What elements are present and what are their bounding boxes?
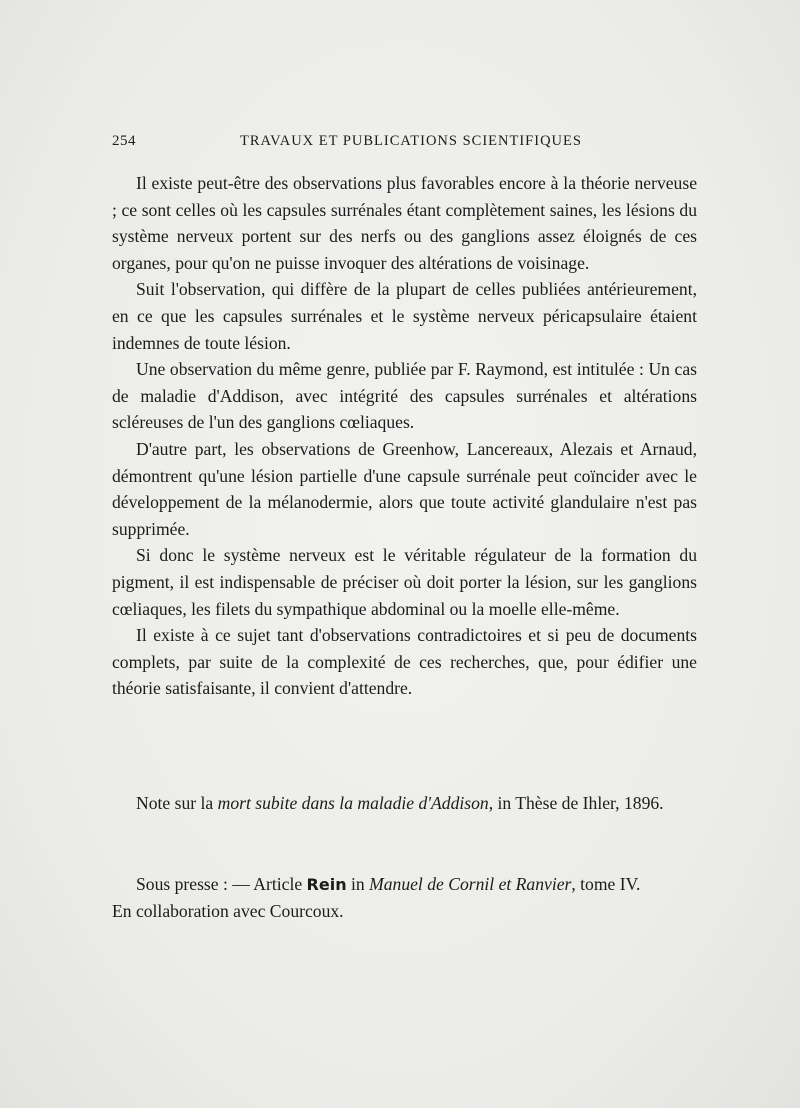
press-note — [112, 871, 697, 925]
page-header — [112, 133, 697, 155]
note-middle: in — [346, 874, 370, 894]
paragraph: Une observation du même genre, publiée par F. Raymond, est intitulée : Un cas de maladie d'Addison, avec intégrité des capsules surrénales et altérations scléreuses de l'un des ganglions cœliaques. — [112, 359, 697, 433]
manual-title: Manuel de Cornil et Ranvier — [369, 874, 572, 894]
note-line — [112, 871, 697, 898]
page-number: 254 — [112, 133, 136, 149]
note-prefix: Sous presse : — Article — [136, 874, 307, 894]
article-name: Rein — [306, 875, 347, 894]
paragraph: Suit l'observation, qui diffère de la plupart de celles publiées antérieurement, en ce que les capsules surrénales et le système nerveux péricapsulaire étaient indemnes de toute lésion. — [112, 279, 697, 353]
paragraph: D'autre part, les observations de Greenhow, Lancereaux, Alezais et Arnaud, démontrent qu'une lésion partielle d'une capsule surrénale peut coïncider avec le développement de la mélanodermie, alors que toute activité glandulaire n'est pas supprimée. — [112, 438, 697, 539]
note-prefix: Note sur la — [136, 793, 218, 813]
paragraph: Il existe à ce sujet tant d'observations contradictoires et si peu de documents complets, par suite de la complexité de ces recherches, que, pour édifier une théorie satisfaisante, il convient d'attendre. — [112, 625, 697, 699]
note-line — [112, 790, 697, 817]
note-suffix: , tome IV. — [571, 874, 641, 894]
body-text — [112, 170, 697, 702]
paragraph: Il existe peut-être des observations plus favorables encore à la théorie nerveuse ; ce sont celles où les capsules surrénales étant complètement saines, les lésions du système nerveux portent sur des nerfs ou des ganglions assez éloignés de ces organes, pour qu'on ne puisse invoquer des altérations de voisinage. — [112, 173, 697, 273]
collaboration-line: En collaboration avec Courcoux. — [112, 901, 344, 921]
running-title: TRAVAUX ET PUBLICATIONS SCIENTIFIQUES — [240, 133, 582, 149]
note-suffix: , in Thèse de Ihler, 1896. — [488, 793, 664, 813]
publication-note — [112, 790, 697, 817]
note-title: mort subite dans la maladie d'Addison — [217, 793, 489, 813]
paragraph: Si donc le système nerveux est le véritable régulateur de la formation du pigment, il est indispensable de préciser où doit porter la lésion, sur les ganglions cœliaques, les filets du sympathique abdominal ou la moelle elle-même. — [112, 545, 697, 619]
